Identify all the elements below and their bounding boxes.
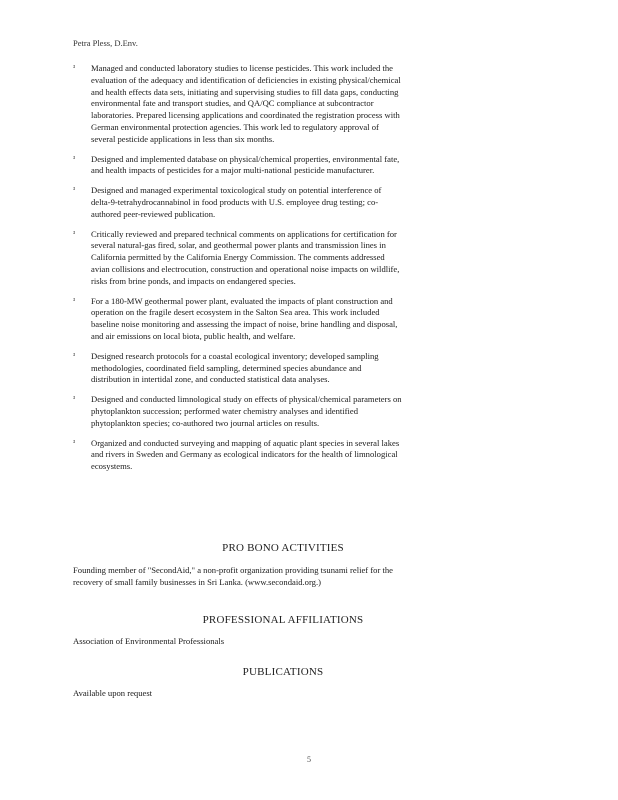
bullet-mark: ³ [73, 395, 76, 404]
affiliations-text: Association of Environmental Professionals [73, 636, 225, 646]
list-item [73, 185, 403, 220]
bullet-mark: ³ [73, 438, 76, 447]
bullet-mark: ³ [73, 154, 76, 163]
bullet-mark: ³ [73, 229, 76, 238]
bullet-text: Managed and conducted laboratory studies to license pesticides. This work included the evaluation of the adequacy and identification of deficiencies in existing physical/chemical and health effects data sets, initiating and supervising studies to fill data gaps, conducting environmental fate and transport studies, and QA/QC compliance at subcontractor laboratories. Prepared licensing applications and coordinated the registration process with German environmental protection agencies. This work led to regulatory approval of several pesticide applications in less than six months. [91, 63, 401, 144]
affiliations-heading: PROFESSIONAL AFFILIATIONS [202, 614, 364, 626]
bullet-mark: ³ [73, 64, 76, 72]
publications-text: Available upon request [73, 688, 153, 698]
bullet-text: Organized and conducted surveying and mapping of aquatic plant species in several lakes and rivers in Sweden and Germany as ecological indicators for the health of limnological ecosystems. [91, 437, 400, 472]
list-item [73, 351, 403, 386]
bullet-text: Critically reviewed and prepared technical comments on applications for certification for several natural-gas fired, solar, and geothermal power plants and transmission lines in California permitted by the California Energy Commission. The comments addressed avian collisions and electrocution, construction and operational noise impacts on wildlife, risks from brine ponds, and impacts on endangered species. [91, 228, 400, 286]
list-item [73, 394, 403, 429]
list-item [73, 63, 403, 146]
bullet-mark: ³ [73, 186, 76, 195]
bullet-text: Designed and conducted limnological study on effects of physical/chemical parameters on phytoplankton succession; performed water chemistry analyses and identified phytoplankton species; co-authored two journal articles on results. [91, 394, 402, 428]
running-head: Petra Pless, D.Env. [73, 38, 138, 48]
experience-bullet-list [73, 63, 403, 481]
bullet-text: For a 180-MW geothermal power plant, evaluated the impacts of plant construction and operation on the fragile desert ecosystem in the Salton Sea area. This work included baseline noise monitoring and assessing the impact of noise, brine handling and disposal, and air emissions on local biota, public health, and welfare. [91, 295, 398, 341]
list-item [73, 154, 403, 178]
publications-heading: PUBLICATIONS [242, 666, 324, 678]
bullet-text: Designed and implemented database on physical/chemical properties, environmental fate, and health impacts of pesticides for a major multi-national pesticide manufacturer. [91, 153, 400, 176]
bullet-mark: ³ [73, 351, 76, 360]
pro-bono-text: Founding member of "SecondAid," a non-profit organization providing tsunami relief for the recovery of small family businesses in Sri Lanka. (www.secondaid.org.) [73, 565, 393, 587]
pro-bono-heading: PRO BONO ACTIVITIES [222, 542, 344, 554]
bullet-text: Designed research protocols for a coastal ecological inventory; developed sampling methodologies, coordinated field sampling, determined species abundance and distribution in intertidal zone, and conducted statistical data analyses. [91, 350, 379, 385]
list-item [73, 296, 403, 343]
list-item [73, 438, 403, 473]
list-item [73, 229, 403, 288]
bullet-text: Designed and managed experimental toxicological study on potential interference of delta-9-tetrahydrocannabinol in food products with U.S. employee drug testing; co-authored peer-reviewed publication. [91, 185, 382, 219]
bullet-mark: ³ [73, 296, 76, 305]
page-number: 5 [307, 755, 311, 764]
